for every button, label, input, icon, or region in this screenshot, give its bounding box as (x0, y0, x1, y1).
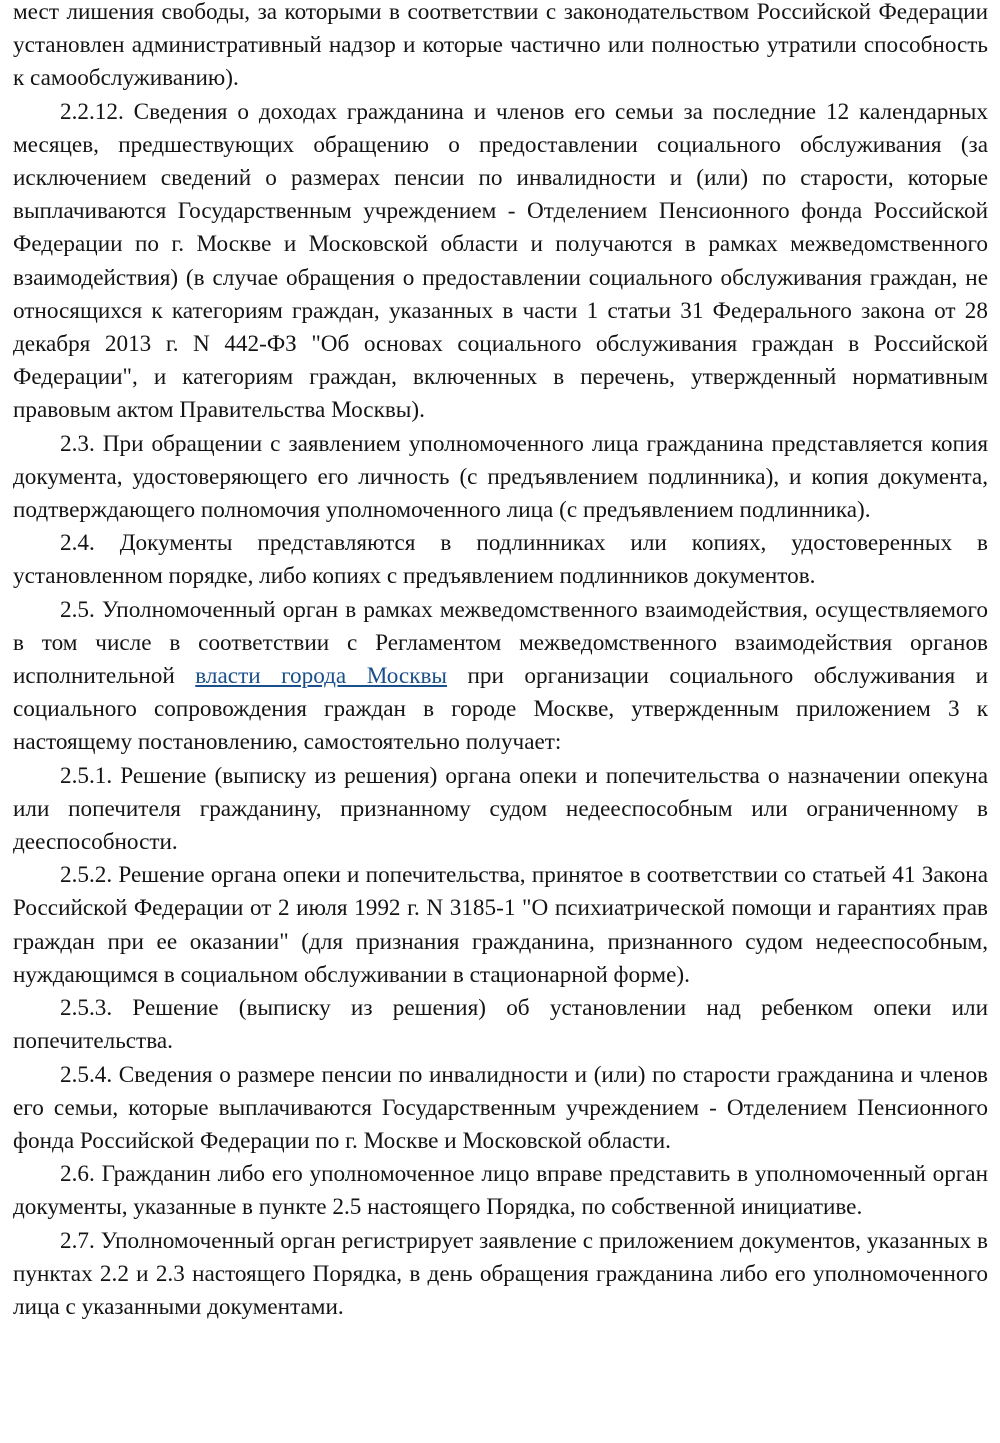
paragraph-2-6: 2.6. Гражданин либо его уполномоченное лицо вправе представить в уполномоченный орган документы, указанные в пункте 2.5 настоящего Порядка, по собственной инициативе. (13, 1161, 988, 1221)
paragraph-2-4: 2.4. Документы представляются в подлинниках или копиях, удостоверенных в установленном порядке, либо копиях с предъявлением подлинников документов. (13, 530, 988, 590)
paragraph-2-5-3: 2.5.3. Решение (выписку из решения) об установлении над ребенком опеки или попечительства. (13, 995, 988, 1055)
paragraph-2-5 (13, 594, 988, 760)
paragraph-2-7: 2.7. Уполномоченный орган регистрирует заявление с приложением документов, указанных в пунктах 2.2 и 2.3 настоящего Порядка, в день обращения гражданина либо его уполномоченного лица с указанными документами. (13, 1227, 988, 1320)
paragraph-2-3: 2.3. При обращении с заявлением уполномоченного лица гражданина представляется копия документа, удостоверяющего его личность (с предъявлением подлинника), и копия документа, подтверждающего полномочия уполномоченного лица (с предъявлением подлинника). (13, 430, 988, 524)
paragraph-2-5-4: 2.5.4. Сведения о размере пенсии по инвалидности и (или) по старости гражданина и членов его семьи, которые выплачиваются Государственным учреждением - Отделением Пенсионного фонда Российской Федерации по г. Москве и Московской области. (13, 1061, 988, 1154)
paragraph-2-5-1: 2.5.1. Решение (выписку из решения) органа опеки и попечительства о назначении опекуна или попечителя гражданину, признанному судом недееспособным или ограниченному в дееспособности. (13, 762, 988, 856)
paragraph-2-5-text-before: 2.5. Уполномоченный орган в рамках межведомственного взаимодействия, осуществляемого в том числе в соответствии с Регламентом межведомственного взаимодействия органов исполнительной (13, 596, 988, 690)
paragraph-continuation: мест лишения свободы, за которыми в соответствии с законодательством Российской Федерации установлен административный надзор и которые частично или полностью утратили способность к самообслуживанию). (13, 0, 988, 92)
paragraph-2-5-text-after: при организации социального обслуживания и социального сопровождения граждан в городе Москве, утвержденным приложением 3 к настоящему постановлению, самостоятельно получает: (13, 663, 988, 756)
paragraph-2-5-2: 2.5.2. Решение органа опеки и попечительства, принятое в соответствии со статьей 41 Закона Российской Федерации от 2 июля 1992 г. N 3185-1 "О психиатрической помощи и гарантиях прав граждан при ее оказании" (для признания гражданина, признанного судом недееспособным, нуждающимся в социальном обслуживании в стационарной форме). (13, 862, 988, 988)
moscow-authorities-link[interactable]: власти города Москвы (195, 663, 448, 690)
paragraph-2-2-12: 2.2.12. Сведения о доходах гражданина и членов его семьи за последние 12 календарных месяцев, предшествующих обращению о предоставлении социального обслуживания (за исключением сведений о размерах пенсии по инвалидности и (или) по старости, которые выплачиваются Государственным учреждением - Отделением Пенсионного фонда Российской Федерации по г. Москве и Московской области и получаются в рамках межведомственного взаимодействия) (в случае обращения о предоставлении социального обслуживания граждан, не относящихся к категориям граждан, указанных в части 1 статьи 31 Федерального закона от 28 декабря 2013 г. N 442-ФЗ "Об основах социального обслуживания граждан в Российской Федерации", и категориям граждан, включенных в перечень, утвержденный нормативным правовым актом Правительства Москвы). (13, 98, 988, 424)
